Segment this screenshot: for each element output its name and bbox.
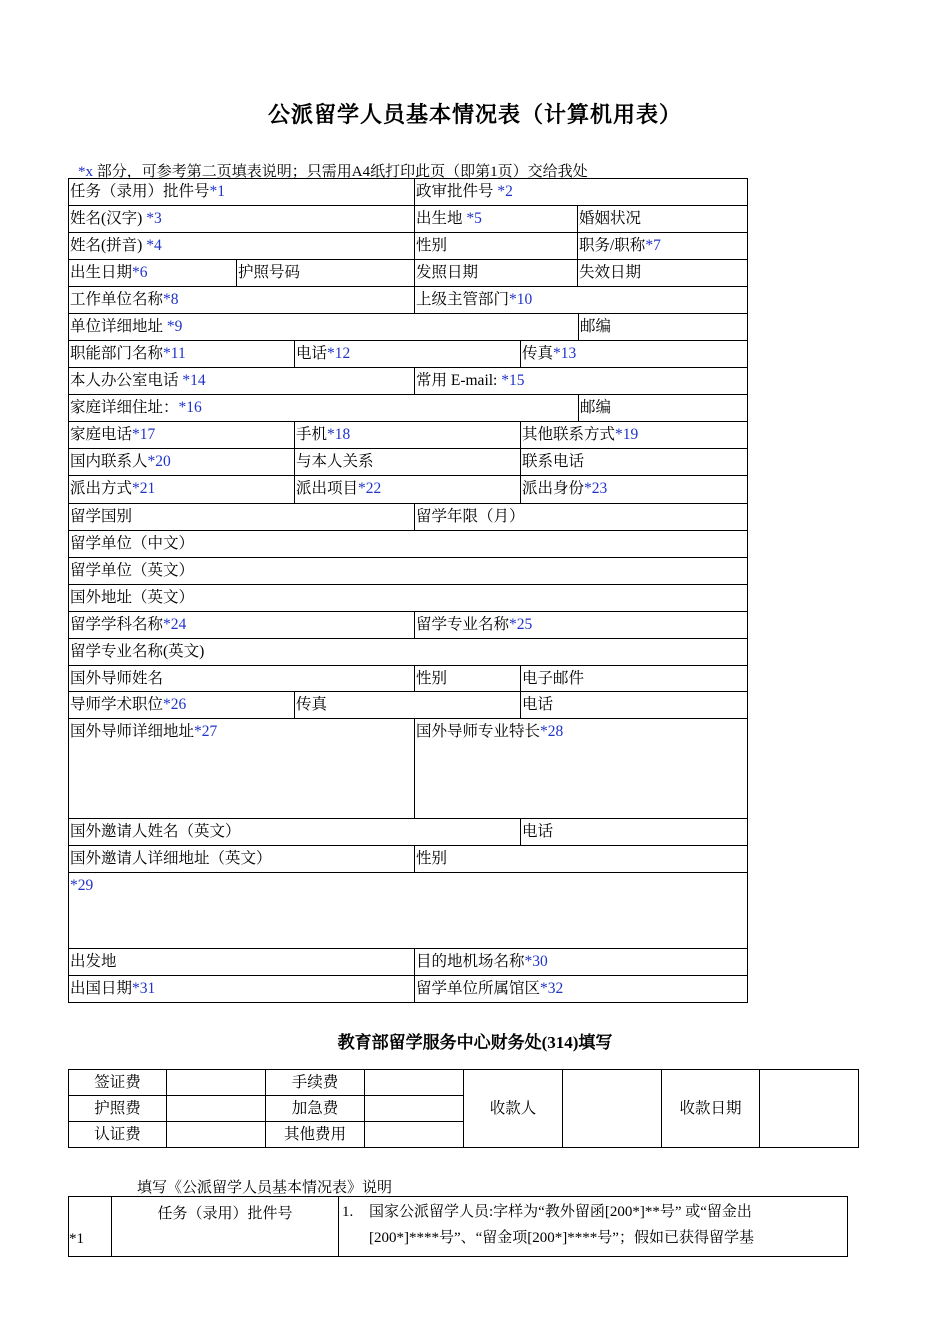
f18-mark: *18 [327, 426, 351, 443]
cell-dept-phone[interactable] [294, 340, 521, 368]
f3-label: 姓名(汉字) [70, 210, 147, 227]
cell-name-pinyin[interactable] [68, 232, 415, 260]
f16-mark: *16 [178, 399, 202, 416]
advisor-gender-label: 性别 [416, 670, 448, 687]
f20-label: 国内联系人 [70, 453, 148, 470]
cell-study-country[interactable] [68, 503, 415, 531]
unit-en-label: 留学单位（英文） [70, 562, 195, 579]
f3-mark: *3 [146, 210, 162, 227]
f2-label: 政审批件号 [416, 183, 498, 200]
f4-mark: *4 [146, 237, 162, 254]
cell-inviter-address-detail[interactable] [68, 872, 748, 949]
f2-mark: *2 [497, 183, 513, 200]
cell-advisor-specialty[interactable] [414, 718, 748, 819]
cell-contact-phone[interactable] [520, 448, 748, 476]
f31-mark: *31 [132, 980, 156, 997]
f6-mark: *6 [132, 264, 148, 281]
cell-home-address[interactable] [68, 394, 579, 422]
marital-label: 婚姻状况 [579, 210, 642, 227]
payee-value[interactable] [562, 1069, 662, 1148]
duration-label: 留学年限（月） [416, 508, 525, 525]
f24-mark: *24 [163, 616, 187, 633]
instr-row-mark: *1 [68, 1196, 112, 1257]
cell-dispatch-identity[interactable] [520, 475, 748, 504]
f22-mark: *22 [358, 480, 382, 497]
zip2-label: 邮编 [580, 399, 612, 416]
f20-mark: *20 [147, 453, 171, 470]
f19-label: 其他联系方式 [522, 426, 616, 443]
unit-cn-label: 留学单位（中文） [70, 535, 195, 552]
cell-political-review-number[interactable] [414, 178, 748, 206]
instr-line-1: 国家公派留学人员:字样为“教外留函[200*]**号” 或“留金出 [369, 1204, 752, 1220]
advisor-fax-label: 传真 [296, 696, 328, 713]
inviter-label: 国外邀请人姓名（英文） [70, 823, 241, 840]
f8-label: 工作单位名称 [70, 291, 164, 308]
contact-phone-label: 联系电话 [522, 453, 585, 470]
cell-dept-fax[interactable] [520, 340, 748, 368]
finance-title: 教育部留学服务中心财务处(314)填写 [337, 1033, 613, 1052]
advisor-email-label: 电子邮件 [522, 670, 585, 687]
relation-label: 与本人关系 [296, 453, 374, 470]
f15-mark: *15 [501, 372, 525, 389]
f27-mark: *27 [194, 723, 218, 740]
f12-label: 电话 [296, 345, 328, 362]
note-text: 部分，可参考第二页填表说明；只需用A4纸打印此页（即第1页）交给我处 [93, 164, 588, 180]
f11-mark: *11 [163, 345, 186, 362]
cell-unit-address[interactable] [68, 313, 579, 341]
note-mark: *x [78, 164, 93, 180]
f29-mark: *29 [70, 877, 94, 894]
cell-advisor-name[interactable] [68, 665, 415, 692]
instr-row-field: 任务（录用）批件号 [111, 1196, 339, 1257]
cell-dispatch-method[interactable] [68, 475, 295, 504]
cell-major[interactable] [414, 611, 748, 639]
f4-label: 姓名(拼音) [70, 237, 147, 254]
f25-label: 留学专业名称 [416, 616, 510, 633]
inviter-phone-label: 电话 [522, 823, 554, 840]
f18-label: 手机 [296, 426, 328, 443]
cell-supervising-dept[interactable] [414, 286, 748, 314]
addr-en-label: 国外地址（英文） [70, 589, 195, 606]
f32-label: 留学单位所属馆区 [416, 980, 541, 997]
gender-label: 性别 [416, 237, 448, 254]
f13-mark: *13 [553, 345, 577, 362]
major-en-label: 留学专业名称(英文) [70, 643, 205, 660]
f1-mark: *1 [209, 183, 226, 200]
cell-approval-number[interactable] [68, 178, 415, 206]
cell-email[interactable] [414, 367, 748, 395]
cell-gender[interactable] [414, 232, 578, 260]
other-fee-value[interactable] [364, 1121, 464, 1148]
f8-mark: *8 [163, 291, 179, 308]
cell-advisor-gender[interactable] [414, 665, 521, 692]
f19-mark: *19 [615, 426, 639, 443]
cell-study-unit-en[interactable] [68, 557, 748, 585]
advisor-phone-label: 电话 [522, 696, 554, 713]
country-label: 留学国别 [70, 508, 133, 525]
cell-name-chinese[interactable] [68, 205, 415, 233]
f28-label: 国外导师专业特长 [416, 723, 541, 740]
f31-label: 出国日期 [70, 980, 133, 997]
cell-birth-date[interactable] [68, 259, 237, 287]
f23-label: 派出身份 [522, 480, 585, 497]
cell-home-zip[interactable] [578, 394, 748, 422]
cell-home-phone[interactable] [68, 421, 295, 449]
f7-mark: *7 [645, 237, 661, 254]
cell-domestic-contact[interactable] [68, 448, 295, 476]
f27-label: 国外导师详细地址 [70, 723, 195, 740]
visa-fee-label: 签证费 [68, 1069, 167, 1096]
f5-label: 出生地 [416, 210, 467, 227]
cell-inviter-phone[interactable] [520, 818, 748, 846]
f9-label: 单位详细地址 [70, 318, 167, 335]
cell-advisor-position[interactable] [68, 691, 295, 719]
cell-position-title[interactable] [577, 232, 748, 260]
f24-label: 留学学科名称 [70, 616, 164, 633]
cell-advisor-address[interactable] [68, 718, 415, 819]
f7-label: 职务/职称 [579, 237, 646, 254]
f11-label: 职能部门名称 [70, 345, 164, 362]
cell-mobile[interactable] [294, 421, 521, 449]
cell-advisor-phone[interactable] [520, 691, 748, 719]
cell-work-unit[interactable] [68, 286, 415, 314]
f32-mark: *32 [540, 980, 564, 997]
cell-issue-date[interactable] [414, 259, 578, 287]
cell-inviter-name[interactable] [68, 818, 521, 846]
handling-fee-value[interactable] [364, 1069, 464, 1096]
cell-unit-zip[interactable] [578, 313, 748, 341]
cell-passport-number[interactable] [236, 259, 415, 287]
f26-mark: *26 [163, 696, 187, 713]
f22-label: 派出项目 [296, 480, 359, 497]
cell-destination-airport[interactable] [414, 948, 748, 976]
f1-label: 任务（录用）批件号 [70, 183, 210, 200]
cell-departure-date[interactable] [68, 975, 415, 1003]
f6-label: 出生日期 [70, 264, 133, 281]
cert-fee-value[interactable] [166, 1121, 266, 1148]
f10-mark: *10 [509, 291, 533, 308]
cell-study-duration[interactable] [414, 503, 748, 531]
visa-fee-value[interactable] [166, 1069, 266, 1096]
cell-advisor-fax[interactable] [294, 691, 521, 719]
pay-date-label: 收款日期 [661, 1069, 760, 1148]
urgent-fee-value[interactable] [364, 1095, 464, 1122]
cell-foreign-address-en[interactable] [68, 584, 748, 612]
handling-fee-label: 手续费 [265, 1069, 365, 1096]
cell-birthplace[interactable] [414, 205, 578, 233]
cell-other-contact[interactable] [520, 421, 748, 449]
f13-label: 传真 [522, 345, 554, 362]
f14-label: 本人办公室电话 [70, 372, 183, 389]
f26-label: 导师学术职位 [70, 696, 164, 713]
f28-mark: *28 [540, 723, 564, 740]
passport-label: 护照号码 [238, 264, 301, 281]
passport-fee-value[interactable] [166, 1095, 266, 1122]
instr-line-2: [200*]****号”、“留金项[200*]****号”；假如已获得留学基 [369, 1230, 754, 1246]
f14-mark: *14 [182, 372, 206, 389]
expiry-date-label: 失效日期 [579, 264, 642, 281]
cell-advisor-email[interactable] [520, 665, 748, 692]
inviter-gender-label: 性别 [416, 850, 448, 867]
cell-discipline[interactable] [68, 611, 415, 639]
cell-inviter-address[interactable] [68, 845, 415, 873]
cell-departure[interactable] [68, 948, 415, 976]
f15-label: 常用 E-mail: [416, 372, 502, 389]
f17-label: 家庭电话 [70, 426, 133, 443]
cell-expiry-date[interactable] [577, 259, 748, 287]
f17-mark: *17 [132, 426, 156, 443]
advisor-label: 国外导师姓名 [70, 670, 164, 687]
f21-mark: *21 [132, 480, 156, 497]
cell-relationship[interactable] [294, 448, 521, 476]
instructions-title: 填写《公派留学人员基本情况表》说明 [137, 1180, 393, 1196]
instr-row-num: 1. [342, 1204, 354, 1220]
cell-study-unit-cn[interactable] [68, 530, 748, 558]
departure-label: 出发地 [70, 953, 117, 970]
f5-mark: *5 [466, 210, 482, 227]
f21-label: 派出方式 [70, 480, 133, 497]
page-title: 公派留学人员基本情况表（计算机用表） [267, 102, 682, 127]
f10-label: 上级主管部门 [416, 291, 510, 308]
f25-mark: *25 [509, 616, 533, 633]
cert-fee-label: 认证费 [68, 1121, 167, 1148]
cell-function-dept[interactable] [68, 340, 295, 368]
cell-consulate-district[interactable] [414, 975, 748, 1003]
cell-marital-status[interactable] [577, 205, 748, 233]
f30-label: 目的地机场名称 [416, 953, 525, 970]
cell-inviter-gender[interactable] [414, 845, 748, 873]
zip1-label: 邮编 [580, 318, 612, 335]
inviter-addr-label: 国外邀请人详细地址（英文） [70, 850, 272, 867]
f23-mark: *23 [584, 480, 608, 497]
cell-office-phone[interactable] [68, 367, 415, 395]
urgent-fee-label: 加急费 [265, 1095, 365, 1122]
pay-date-value[interactable] [759, 1069, 859, 1148]
payee-label: 收款人 [463, 1069, 563, 1148]
passport-fee-label: 护照费 [68, 1095, 167, 1122]
cell-major-en[interactable] [68, 638, 748, 666]
cell-dispatch-project[interactable] [294, 475, 521, 504]
issue-date-label: 发照日期 [416, 264, 479, 281]
other-fee-label: 其他费用 [265, 1121, 365, 1148]
f9-mark: *9 [166, 318, 183, 335]
instr-row-desc [338, 1196, 848, 1257]
f12-mark: *12 [327, 345, 351, 362]
f16-label: 家庭详细住址： [70, 399, 179, 416]
f30-mark: *30 [524, 953, 548, 970]
